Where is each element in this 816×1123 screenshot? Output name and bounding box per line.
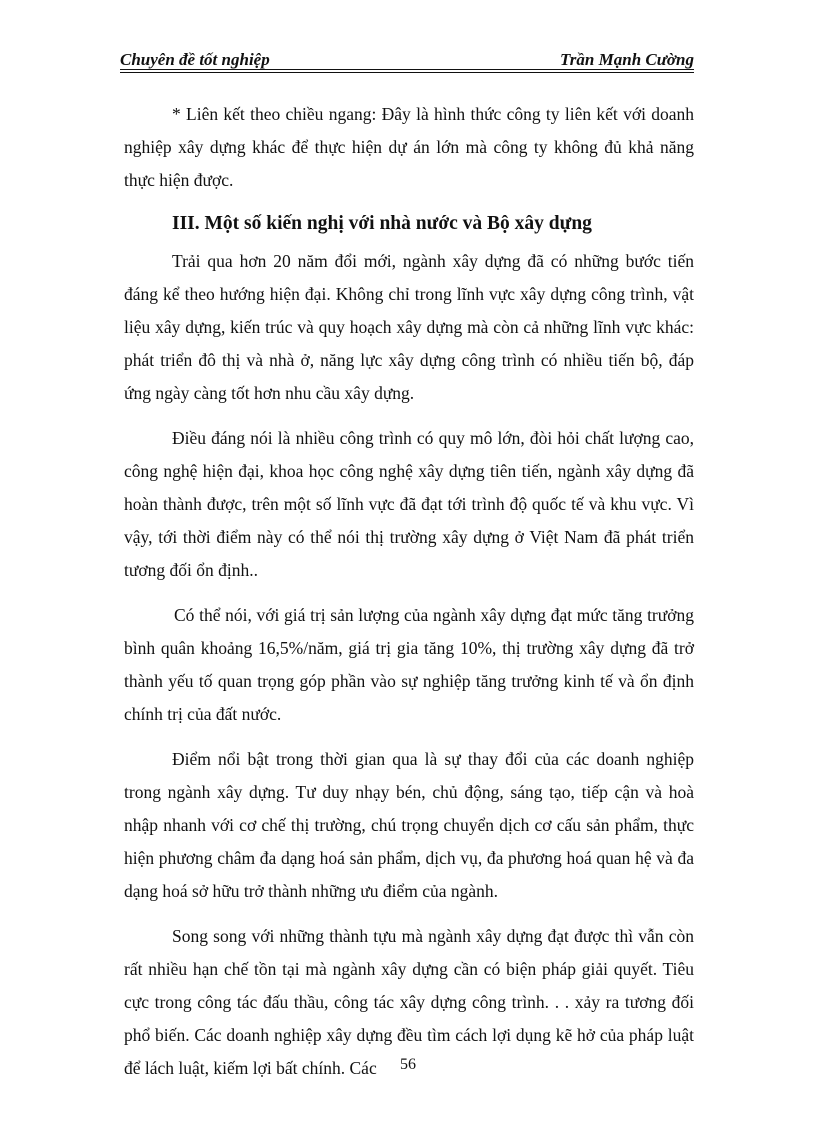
header-left-title: Chuyên đề tốt nghiệp [120,50,270,69]
section-heading: III. Một số kiến nghị với nhà nước và Bộ xây dựng [172,213,592,234]
header-rule-thin [120,72,694,73]
paragraph-4: Điểm nổi bật trong thời gian qua là sự thay đổi của các doanh nghiệp trong ngành xây dựng. Tư duy nhạy bén, chủ động, sáng tạo, tiếp cận và hoà nhập nhanh với cơ chế thị trường, chú trọng chuyển dịch cơ cấu sản phẩm, thực hiện phương châm đa dạng hoá sản phẩm, dịch vụ, đa phương hoá quan hệ và đa dạng hoá sở hữu trở thành những ưu điểm của ngành. [124,749,694,901]
paragraph-intro: * Liên kết theo chiều ngang: Đây là hình thức công ty liên kết với doanh nghiệp xây dựng khác để thực hiện dự án lớn mà công ty không đủ khả năng thực hiện được. [124,104,694,190]
paragraph-2: Điều đáng nói là nhiều công trình có quy mô lớn, đòi hỏi chất lượng cao, công nghệ hiện đại, khoa học công nghệ xây dựng tiên tiến, ngành xây dựng đã hoàn thành được, trên một số lĩnh vực đã đạt tới trình độ quốc tế và khu vực. Vì vậy, tới thời điểm này có thể nói thị trường xây dựng ở Việt Nam đã phát triển tương đối ổn định.. [124,428,694,580]
paragraph-1: Trải qua hơn 20 năm đổi mới, ngành xây dựng đã có những bước tiến đáng kể theo hướng hiện đại. Không chỉ trong lĩnh vực xây dựng công trình, vật liệu xây dựng, kiến trúc và quy hoạch xây dựng mà còn cả những lĩnh vực khác: phát triển đô thị và nhà ở, năng lực xây dựng công trình có nhiều tiến bộ, đáp ứng ngày càng tốt hơn nhu cầu xây dựng. [124,251,694,403]
page-header [120,46,694,74]
paragraph-3: Có thể nói, với giá trị sản lượng của ngành xây dựng đạt mức tăng trưởng bình quân khoảng 16,5%/năm, giá trị gia tăng 10%, thị trường xây dựng đã trở thành yếu tố quan trọng góp phần vào sự nghiệp tăng trưởng kinh tế và ổn định chính trị của đất nước. [124,605,694,724]
paragraph-5: Song song với những thành tựu mà ngành xây dựng đạt được thì vẫn còn rất nhiều hạn chế tồn tại mà ngành xây dựng cần có biện pháp giải quyết. Tiêu cực trong công tác đấu thầu, công tác xây dựng công trình. . . xảy ra tương đối phổ biến. Các doanh nghiệp xây dựng đều tìm cách lợi dụng kẽ hở của pháp luật để lách luật, kiếm lợi bất chính. Các [124,926,694,1078]
page-number: 56 [400,1056,416,1073]
header-rule [120,69,694,70]
header-author-name: Trần Mạnh Cường [560,50,694,69]
page-body [124,98,694,1097]
